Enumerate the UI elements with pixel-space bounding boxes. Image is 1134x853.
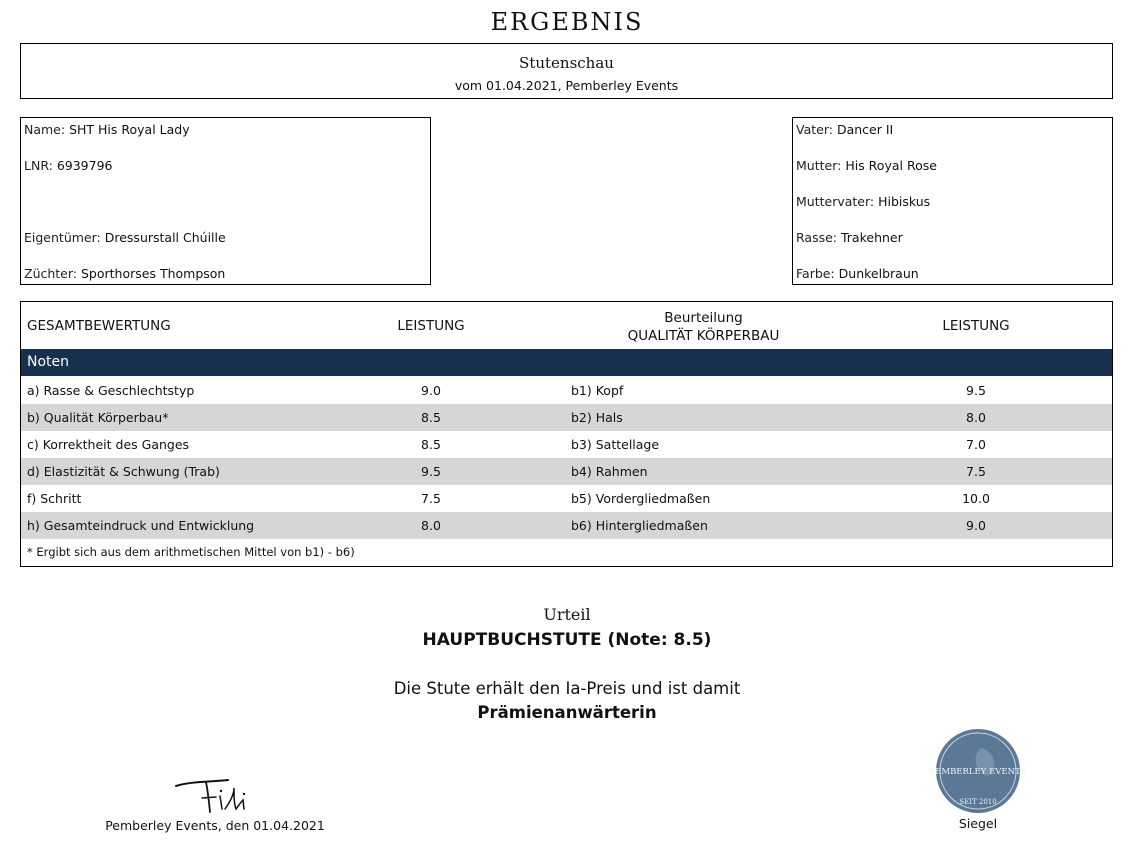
row-left-value: 8.5: [421, 410, 441, 425]
row-left-label: f) Schritt: [27, 491, 82, 506]
table-row: [21, 485, 1112, 512]
row-left-label: d) Elastizität & Schwung (Trab): [27, 464, 220, 479]
signature: [170, 772, 260, 817]
prize-line: Die Stute erhält den Ia-Preis und ist damit: [393, 679, 741, 698]
header-assessment-line1: Beurteilung: [664, 310, 743, 326]
row-left-label: h) Gesamteindruck und Entwicklung: [27, 518, 255, 533]
signature-caption: Pemberley Events, den 01.04.2021: [105, 818, 325, 833]
damsire-value: Hibiskus: [878, 194, 931, 209]
breed-row: [796, 230, 903, 245]
grades-table: [20, 301, 1113, 567]
row-right-value: 8.0: [966, 410, 986, 425]
horse-name-label: Name:: [24, 122, 66, 137]
table-row: [21, 404, 1112, 431]
horse-breeder-row: [24, 266, 225, 281]
seal-emblem: [929, 728, 1027, 814]
row-left-value: 9.0: [421, 383, 441, 398]
row-right-label: b4) Rahmen: [571, 464, 648, 479]
horse-name-row: [24, 122, 190, 137]
footnote: * Ergibt sich aus dem arithmetischen Mittel von b1) - b6): [27, 545, 355, 559]
section-bar-noten: [21, 349, 1112, 376]
section-label: Noten: [27, 354, 70, 370]
row-right-value: 7.0: [966, 437, 986, 452]
dam-row: [796, 158, 937, 173]
row-left-label: b) Qualität Körperbau*: [27, 410, 169, 425]
horse-lnr-label: LNR:: [24, 158, 53, 173]
row-left-value: 8.0: [421, 518, 441, 533]
seal-text-bottom: SEIT 2010: [959, 798, 997, 806]
horse-breeder: Sporthorses Thompson: [81, 266, 226, 281]
breed-value: Trakehner: [840, 230, 903, 245]
sire-label: Vater:: [796, 122, 833, 137]
horse-lnr: 6939796: [56, 158, 113, 173]
row-left-value: 7.5: [421, 491, 441, 506]
event-name: Stutenschau: [519, 54, 614, 72]
damsire-label: Muttervater:: [796, 194, 875, 209]
sire-value: Dancer II: [836, 122, 894, 137]
table-row: [21, 512, 1112, 539]
row-left-value: 8.5: [421, 437, 441, 452]
verdict-label: Urteil: [543, 605, 591, 624]
sire-row: [796, 122, 893, 137]
horse-owner-row: [24, 230, 226, 245]
row-left-label: a) Rasse & Geschlechtstyp: [27, 383, 195, 398]
pedigree-box: [792, 117, 1113, 285]
row-right-value: 9.0: [966, 518, 986, 533]
verdict-result: HAUPTBUCHSTUTE (Note: 8.5): [422, 630, 712, 650]
horse-owner-label: Eigentümer:: [24, 230, 101, 245]
row-right-value: 7.5: [966, 464, 986, 479]
color-label: Farbe:: [796, 266, 835, 281]
color-row: [796, 266, 919, 281]
page-title: ERGEBNIS: [490, 8, 644, 36]
header-performance-2: LEISTUNG: [942, 318, 1010, 334]
row-right-label: b5) Vordergliedmaßen: [571, 491, 711, 506]
row-right-label: b6) Hintergliedmaßen: [571, 518, 708, 533]
table-row: [21, 377, 1112, 404]
header-performance-1: LEISTUNG: [397, 318, 465, 334]
breed-label: Rasse:: [796, 230, 837, 245]
event-date-line: vom 01.04.2021, Pemberley Events: [454, 78, 679, 93]
horse-breeder-label: Züchter:: [24, 266, 78, 281]
color-value: Dunkelbraun: [838, 266, 919, 281]
table-row: [21, 431, 1112, 458]
horse-lnr-row: [24, 158, 112, 173]
horse-name: SHT His Royal Lady: [69, 122, 190, 137]
row-left-value: 9.5: [421, 464, 441, 479]
row-right-label: b1) Kopf: [571, 383, 624, 398]
seal-caption: Siegel: [958, 816, 998, 831]
header-overall: GESAMTBEWERTUNG: [27, 318, 171, 334]
prize-title: Prämienanwärterin: [477, 703, 657, 722]
seal-text-top: PEMBERLEY EVENTS: [929, 767, 1027, 777]
horse-info-box: [20, 117, 431, 285]
dam-value: His Royal Rose: [845, 158, 937, 173]
row-right-label: b3) Sattellage: [571, 437, 660, 452]
row-right-label: b2) Hals: [571, 410, 623, 425]
table-row: [21, 458, 1112, 485]
header-assessment: [581, 309, 826, 345]
dam-label: Mutter:: [796, 158, 842, 173]
event-header: [20, 43, 1113, 99]
row-right-value: 10.0: [962, 491, 990, 506]
row-right-value: 9.5: [966, 383, 986, 398]
damsire-row: [796, 194, 930, 209]
row-left-label: c) Korrektheit des Ganges: [27, 437, 190, 452]
horse-owner: Dressurstall Chúille: [104, 230, 226, 245]
header-assessment-line2: QUALITÄT KÖRPERBAU: [627, 328, 780, 344]
